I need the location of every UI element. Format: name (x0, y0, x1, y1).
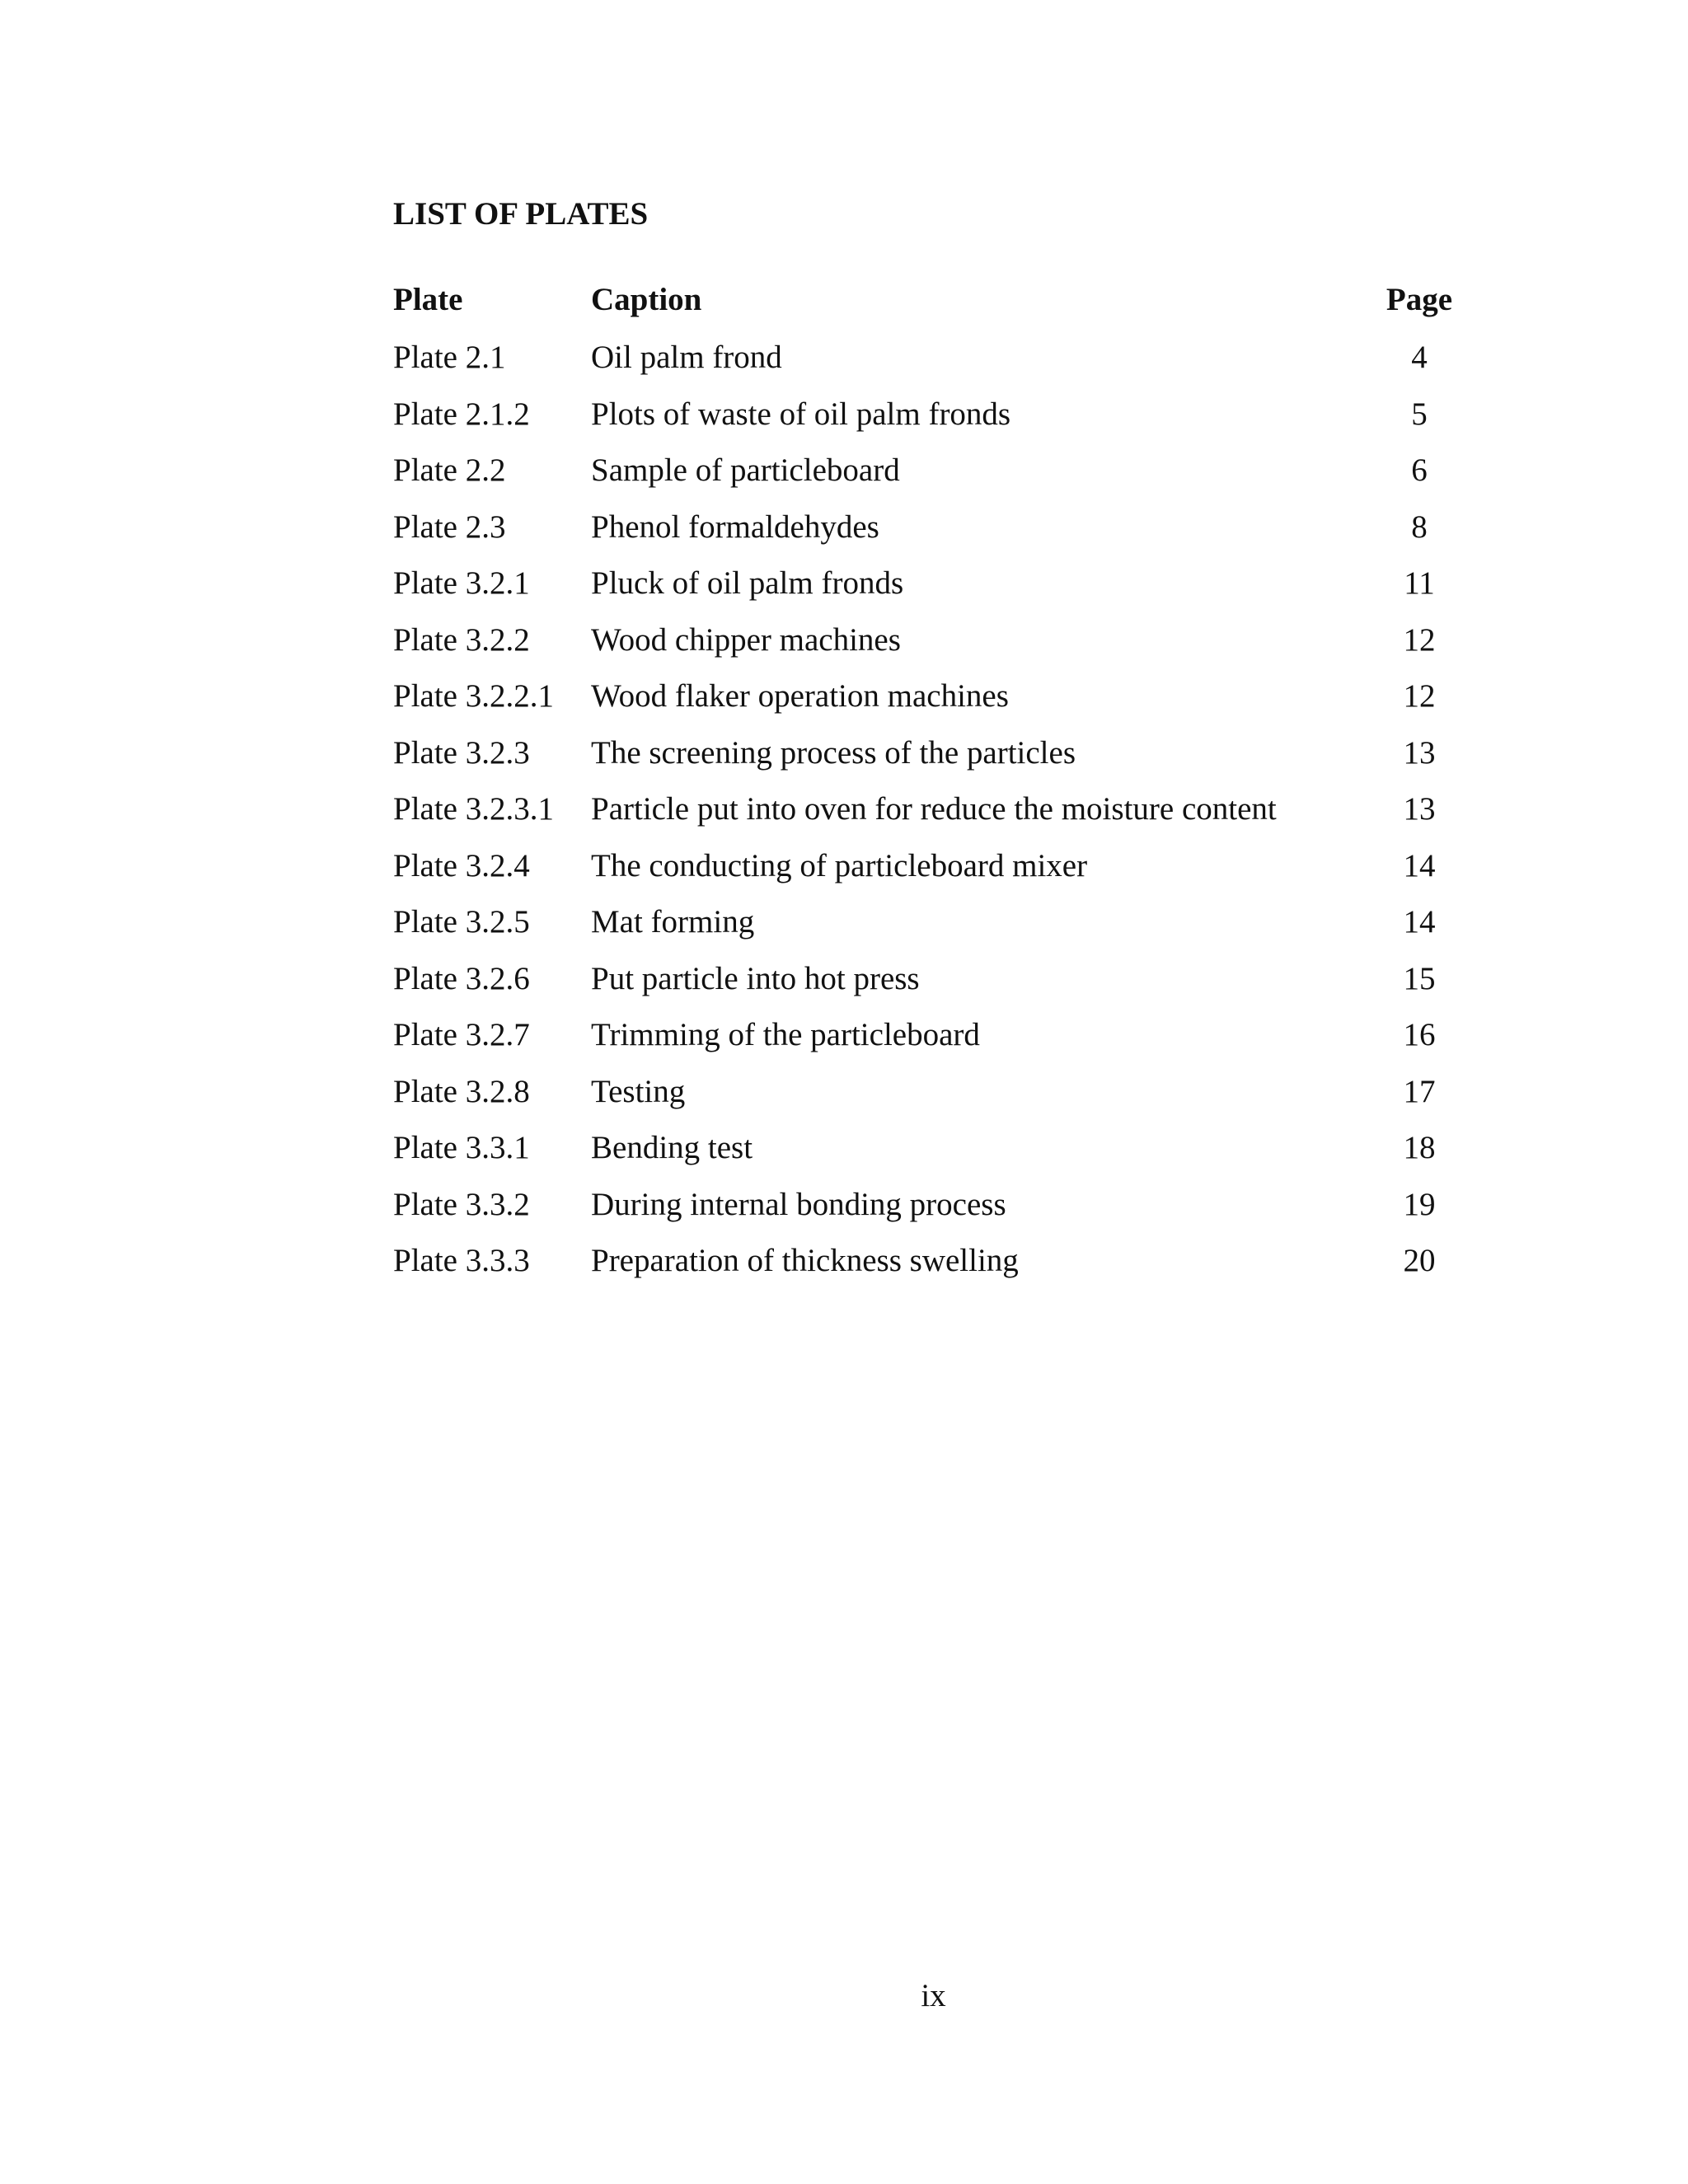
column-header-page: Page (1386, 282, 1453, 317)
plate-page: 13 (1403, 791, 1436, 827)
plate-number: Plate 3.2.4 (393, 847, 530, 883)
plate-number: Plate 3.2.2 (393, 621, 530, 658)
plate-number: Plate 2.3 (393, 509, 506, 545)
plate-number: Plate 3.2.3.1 (393, 791, 554, 827)
plate-number: Plate 3.2.7 (393, 1017, 530, 1052)
plate-caption: Wood chipper machines (591, 621, 901, 658)
plate-number: Plate 2.2 (393, 452, 506, 488)
plate-page: 12 (1403, 678, 1436, 714)
plate-page: 8 (1411, 509, 1428, 545)
table-row (393, 560, 1456, 616)
plate-caption: The conducting of particleboard mixer (591, 847, 1088, 883)
plate-page: 17 (1403, 1073, 1436, 1109)
table-row (393, 898, 1456, 955)
table-row (393, 1068, 1456, 1125)
plate-caption: Preparation of thickness swelling (591, 1243, 1019, 1278)
plate-page: 11 (1404, 565, 1435, 601)
table-row (393, 729, 1456, 786)
plate-number: Plate 3.2.3 (393, 734, 530, 771)
table-header-row (393, 276, 1456, 334)
plate-number: Plate 3.2.5 (393, 904, 530, 940)
plate-number: Plate 3.3.1 (393, 1130, 530, 1165)
table-row (393, 616, 1456, 673)
plate-caption: Sample of particleboard (591, 452, 900, 488)
plate-caption: Bending test (591, 1130, 753, 1165)
page-number: ix (921, 1978, 946, 2013)
plate-number: Plate 3.2.6 (393, 960, 530, 996)
plate-caption: Oil palm frond (591, 340, 782, 375)
table-row (393, 955, 1456, 1012)
plate-page: 19 (1403, 1186, 1436, 1222)
plate-page: 13 (1403, 734, 1436, 771)
plate-page: 6 (1411, 452, 1428, 488)
plate-page: 5 (1411, 396, 1428, 432)
plate-caption: Put particle into hot press (591, 960, 920, 996)
plate-caption: During internal bonding process (591, 1186, 1006, 1222)
plate-page: 16 (1403, 1017, 1436, 1052)
page-title: LIST OF PLATES (393, 196, 649, 232)
plate-number: Plate 3.3.3 (393, 1243, 530, 1278)
plate-caption: Testing (591, 1073, 686, 1109)
table-row (393, 673, 1456, 729)
plate-caption: Plots of waste of oil palm fronds (591, 396, 1011, 432)
table-row (393, 842, 1456, 899)
plate-caption: Mat forming (591, 904, 755, 940)
plate-page: 12 (1403, 621, 1436, 658)
plate-number: Plate 3.2.2.1 (393, 678, 554, 714)
plate-number: Plate 3.2.8 (393, 1073, 530, 1109)
column-header-caption: Caption (591, 282, 702, 317)
table-row (393, 334, 1456, 391)
plate-caption: The screening process of the particles (591, 734, 1076, 771)
column-header-plate: Plate (393, 282, 463, 317)
plate-number: Plate 2.1.2 (393, 396, 530, 432)
plate-caption: Trimming of the particleboard (591, 1017, 980, 1052)
plate-caption: Wood flaker operation machines (591, 678, 1009, 714)
table-row (393, 1181, 1456, 1238)
plates-table (393, 276, 1456, 1294)
plate-page: 18 (1403, 1130, 1436, 1165)
table-row (393, 1237, 1456, 1294)
plate-page: 14 (1403, 847, 1436, 883)
plate-caption: Phenol formaldehydes (591, 509, 879, 545)
plate-page: 15 (1403, 960, 1436, 996)
plate-number: Plate 3.2.1 (393, 565, 530, 601)
plate-page: 20 (1403, 1243, 1436, 1278)
plate-number: Plate 2.1 (393, 340, 506, 375)
table-row (393, 1124, 1456, 1181)
plate-page: 4 (1411, 340, 1428, 375)
plate-caption: Pluck of oil palm fronds (591, 565, 904, 601)
table-row (393, 785, 1456, 842)
table-row (393, 1011, 1456, 1068)
plate-caption: Particle put into oven for reduce the moisture content (591, 791, 1277, 827)
plate-page: 14 (1403, 904, 1436, 940)
table-row (393, 391, 1456, 448)
plate-number: Plate 3.3.2 (393, 1186, 530, 1222)
table-row (393, 447, 1456, 504)
table-row (393, 504, 1456, 560)
